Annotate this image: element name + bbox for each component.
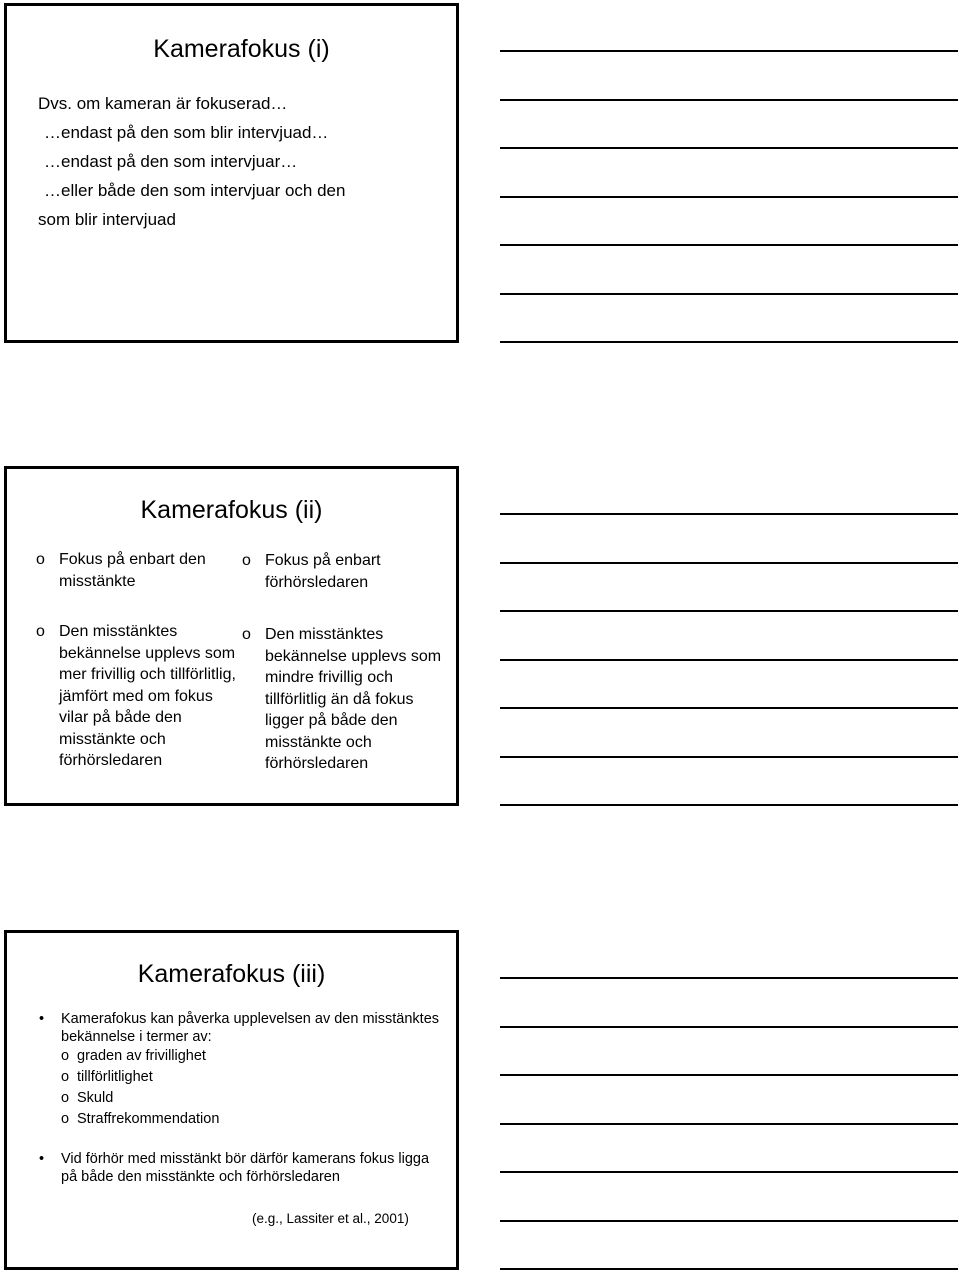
slide-1-title: Kamerafokus (i) (153, 35, 330, 63)
list-item-text: Fokus på enbart förhörsledaren (265, 552, 381, 591)
slide-3 (4, 930, 459, 1270)
note-line (500, 513, 958, 515)
note-line (500, 50, 958, 52)
note-line (500, 341, 958, 343)
note-line (500, 756, 958, 758)
slide-2-right-column (242, 550, 442, 775)
slide-2 (4, 466, 459, 806)
list-item-text: Vid förhör med misstänkt bör därför kamerans fokus ligga på både den misstänkte och förhörsledaren (61, 1151, 430, 1185)
note-line (500, 293, 958, 295)
slide-3-title: Kamerafokus (iii) (137, 960, 326, 988)
circle-bullet-icon: o (61, 1048, 70, 1064)
sub-list-item-text: Skuld (77, 1090, 114, 1106)
sub-list-item (61, 1046, 445, 1067)
circle-bullet-icon: o (242, 626, 251, 643)
slide-1-body (38, 89, 448, 234)
circle-bullet-icon: o (36, 623, 45, 640)
list-item (35, 1011, 445, 1046)
circle-bullet-icon: o (61, 1090, 70, 1106)
note-line (500, 707, 958, 709)
slide-2-left-column (36, 549, 236, 772)
list-item (36, 549, 236, 592)
slide-1-line: Dvs. om kameran är fokuserad… (38, 94, 288, 113)
slide-1-line: …endast på den som intervjuar… (44, 152, 298, 171)
list-item (36, 621, 236, 772)
note-line (500, 1074, 958, 1076)
list-item-text: Den misstänktes bekännelse upplevs som mindre frivillig och tillförlitlig än då fokus ligger på både den misstänkte och förhörsledaren (265, 626, 442, 772)
sub-list-item-text: graden av frivillighet (77, 1048, 206, 1064)
note-line (500, 1268, 958, 1270)
slide-1-line: som blir intervjuad (38, 210, 176, 229)
note-line (500, 99, 958, 101)
list-item-text: Kamerafokus kan påverka upplevelsen av den misstänktes bekännelse i termer av: (61, 1011, 440, 1045)
circle-bullet-icon: o (242, 552, 251, 569)
circle-bullet-icon: o (36, 551, 45, 568)
sub-list-item (61, 1067, 445, 1088)
sub-list-item (61, 1088, 445, 1109)
circle-bullet-icon: o (61, 1111, 70, 1127)
list-item-text: Fokus på enbart den misstänkte (59, 551, 206, 590)
bullet-dot-icon: • (39, 1011, 45, 1027)
note-line (500, 562, 958, 564)
circle-bullet-icon: o (61, 1069, 70, 1085)
slide-1 (4, 3, 459, 343)
note-line (500, 196, 958, 198)
slide-1-line: …eller både den som intervjuar och den (44, 181, 346, 200)
list-item (242, 624, 442, 775)
sub-list-item-text: tillförlitlighet (77, 1069, 153, 1085)
note-line (500, 1220, 958, 1222)
slide-3-body (35, 1011, 445, 1186)
sub-list-item (61, 1109, 445, 1130)
note-line (500, 1171, 958, 1173)
sub-list-item-text: Straffrekommendation (77, 1111, 220, 1127)
list-item (242, 550, 442, 593)
note-line (500, 804, 958, 806)
bullet-dot-icon: • (39, 1151, 45, 1167)
note-line (500, 977, 958, 979)
list-item (35, 1151, 445, 1186)
slide-1-line: …endast på den som blir intervjuad… (44, 123, 329, 142)
note-line (500, 244, 958, 246)
note-line (500, 659, 958, 661)
slide-2-title: Kamerafokus (ii) (140, 496, 323, 524)
list-item-text: Den misstänktes bekännelse upplevs som mer frivillig och tillförlitlig, jämfört med om fokus vilar på både den misstänkte och förhörsledaren (59, 623, 236, 769)
note-line (500, 1026, 958, 1028)
note-line (500, 147, 958, 149)
note-line (500, 610, 958, 612)
note-line (500, 1123, 958, 1125)
citation: (e.g., Lassiter et al., 2001) (252, 1211, 409, 1226)
